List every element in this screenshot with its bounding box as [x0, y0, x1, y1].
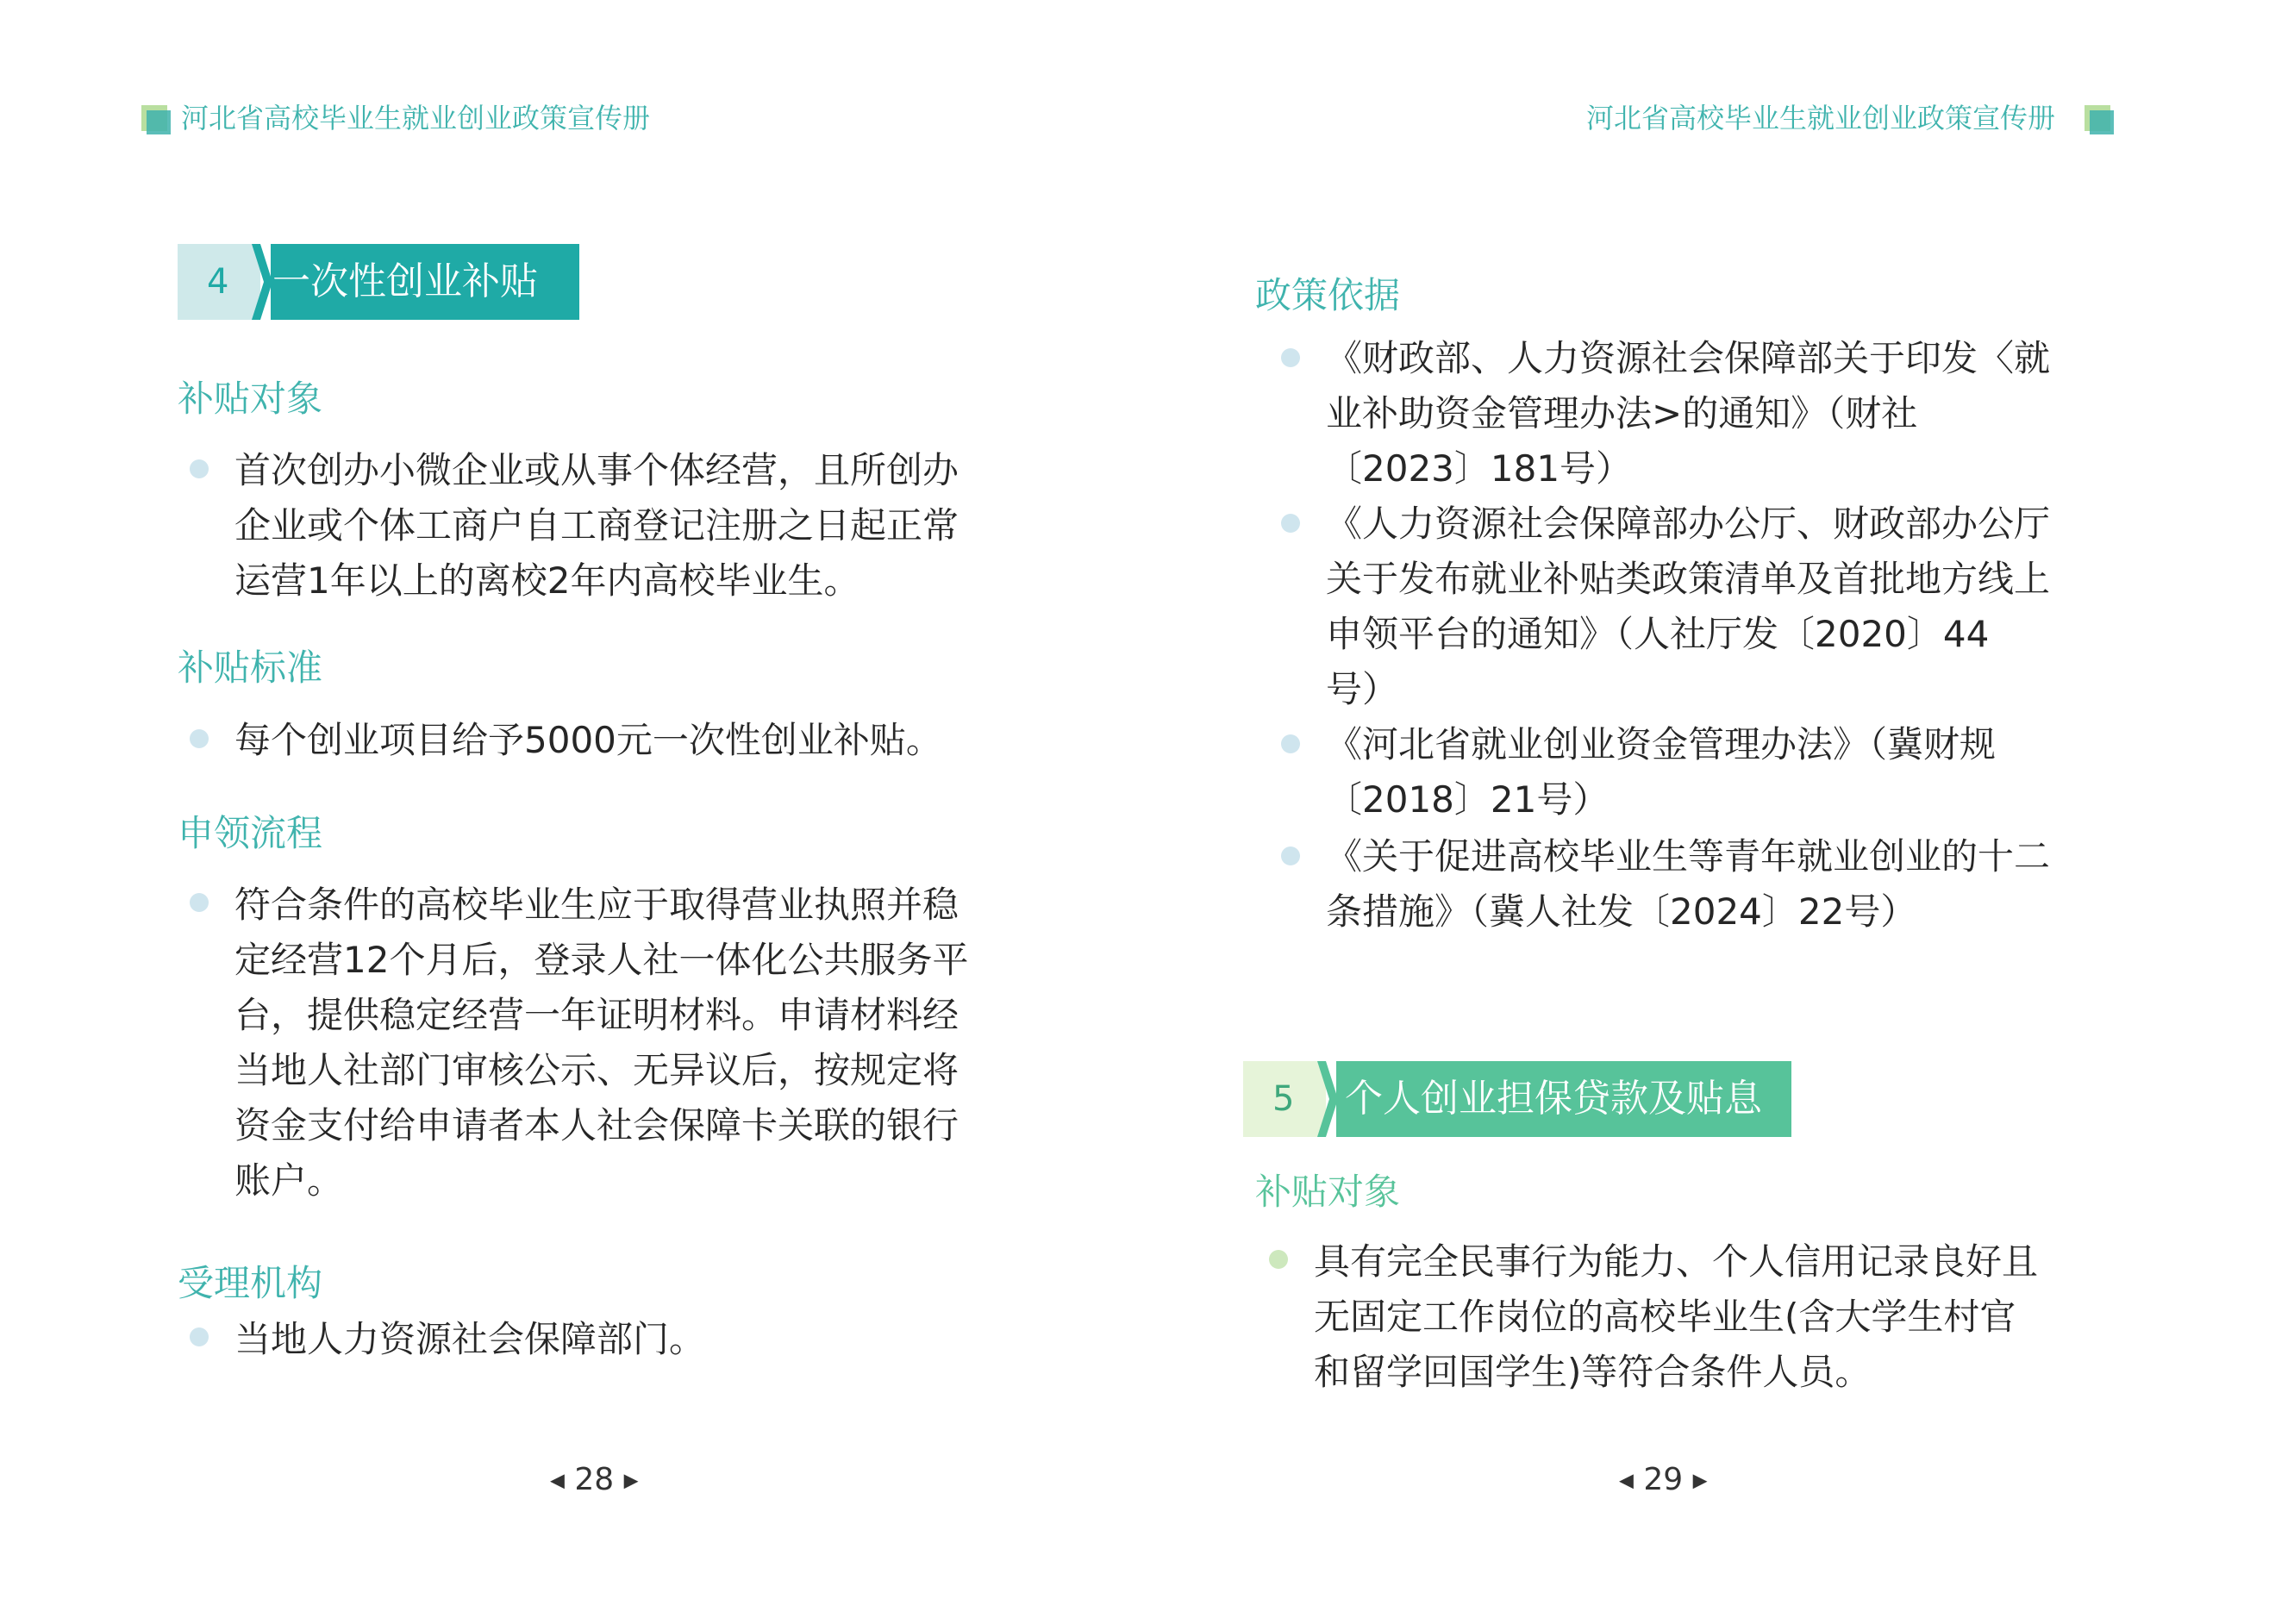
- page-number-value: 29: [1643, 1462, 1684, 1497]
- paragraph-line: 无固定工作岗位的高校毕业生(含大学生村官: [1314, 1296, 2016, 1338]
- paragraph-line: 当地人力资源社会保障部门。: [234, 1318, 706, 1360]
- page-number-value: 28: [574, 1462, 615, 1497]
- running-header-left: 河北省高校毕业生就业创业政策宣传册: [181, 102, 651, 134]
- triangle-right-icon: ▶: [623, 1470, 639, 1492]
- triangle-left-icon: ◀: [1619, 1470, 1634, 1492]
- paragraph-line: 《关于促进高校毕业生等青年就业创业的十二: [1326, 835, 2051, 878]
- paragraph-line: 《河北省就业创业资金管理办法》（冀财规: [1326, 723, 1997, 765]
- heading-policy-basis: 政策依据: [1255, 274, 1401, 316]
- page-number-right: [1619, 1462, 1708, 1497]
- triangle-right-icon: ▶: [1692, 1470, 1708, 1492]
- paragraph-line: 〔2018〕21号）: [1326, 778, 1610, 821]
- paragraph-line: 号）: [1326, 668, 1399, 710]
- section-5-banner: [1243, 1061, 1791, 1137]
- paragraph-line: 首次创办小微企业或从事个体经营，且所创办: [234, 449, 959, 491]
- page-number-left: [550, 1462, 639, 1497]
- paragraph-line: 条措施》（冀人社发〔2024〕22号）: [1326, 890, 1917, 933]
- bullet-dot: [1281, 846, 1300, 865]
- paragraph-line: 资金支付给申请者本人社会保障卡关联的银行: [234, 1104, 959, 1146]
- banner-arrow-shape: [1317, 1061, 1338, 1137]
- section-4-banner: [178, 244, 579, 320]
- paragraph-line: 关于发布就业补贴类政策清单及首批地方线上: [1326, 558, 2051, 600]
- bullet-dot: [1269, 1250, 1288, 1269]
- section-4-title: 一次性创业补贴: [272, 259, 538, 303]
- paragraph-line: 运营1年以上的离校2年内高校毕业生。: [234, 559, 860, 602]
- paragraph-line: 业补助资金管理办法>的通知》（财社: [1326, 392, 1918, 434]
- bullet-dot: [190, 1327, 209, 1346]
- paragraph-line: 符合条件的高校毕业生应于取得营业执照并稳: [234, 884, 959, 926]
- paragraph-line: 和留学回国学生)等符合条件人员。: [1314, 1351, 1872, 1393]
- paragraph-line: 《财政部、人力资源社会保障部关于印发〈就: [1326, 337, 2051, 379]
- paragraph-line: 定经营12个月后，登录人社一体化公共服务平: [234, 939, 969, 981]
- bullet-dot: [190, 729, 209, 748]
- heading-application-process: 申领流程: [178, 812, 323, 854]
- paragraph-line: 企业或个体工商户自工商登记注册之日起正常: [234, 504, 959, 547]
- heading-subsidy-standard: 补贴标准: [178, 646, 323, 689]
- bullet-dot: [1281, 348, 1300, 367]
- paragraph-line: 具有完全民事行为能力、个人信用记录良好且: [1314, 1240, 2039, 1283]
- bullet-dot: [190, 893, 209, 912]
- section-5-title: 个人创业担保贷款及贴息: [1345, 1077, 1762, 1121]
- heading-subsidy-target-5: 补贴对象: [1255, 1171, 1401, 1213]
- heading-handling-agency: 受理机构: [178, 1262, 323, 1304]
- paragraph-line: 当地人社部门审核公示、无异议后，按规定将: [234, 1049, 959, 1091]
- section-5-number: 5: [1272, 1079, 1295, 1119]
- header-mark-left: [141, 105, 171, 134]
- triangle-left-icon: ◀: [550, 1470, 565, 1492]
- bullet-dot: [1281, 734, 1300, 753]
- running-header-right: 河北省高校毕业生就业创业政策宣传册: [1585, 102, 2055, 134]
- paragraph-line: 账户。: [234, 1159, 344, 1202]
- bullet-dot: [1281, 514, 1300, 533]
- heading-subsidy-target: 补贴对象: [178, 378, 323, 420]
- paragraph-line: 申领平台的通知》（人社厅发〔2020〕44: [1326, 613, 1990, 655]
- paragraph-line: 台，提供稳定经营一年证明材料。申请材料经: [234, 994, 959, 1036]
- header-mark-right: [2085, 105, 2114, 134]
- paragraph-line: 每个创业项目给予5000元一次性创业补贴。: [234, 719, 942, 761]
- paragraph-line: 《人力资源社会保障部办公厅、财政部办公厅: [1326, 503, 2051, 545]
- bullet-dot: [190, 459, 209, 478]
- paragraph-line: 〔2023〕181号）: [1326, 447, 1633, 490]
- section-4-number: 4: [207, 262, 229, 302]
- banner-arrow-shape: [252, 244, 272, 320]
